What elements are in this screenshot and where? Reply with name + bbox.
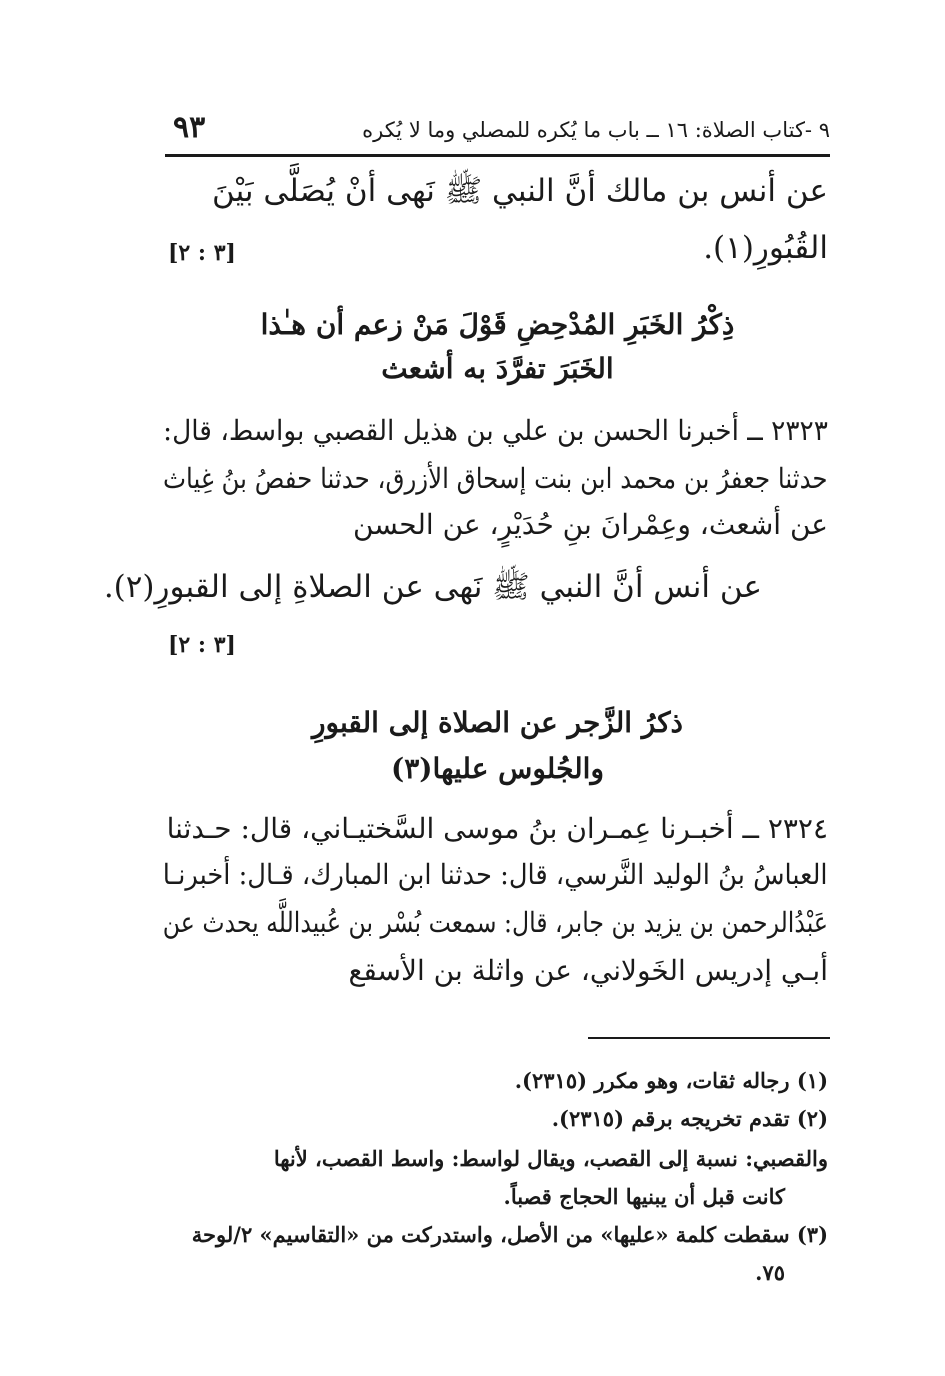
opening-line-1: عن أنس بن مالك أنَّ النبي ﷺ نَهى أنْ يُصَلَّى بَيْنَ bbox=[211, 173, 828, 209]
section-heading-1-line-1: ذِكْرُ الخَبَرِ المُدْحِضِ قَوْلَ مَنْ زعم أن هـٰذا bbox=[260, 308, 735, 341]
grading-ref-2: [٣ : ٢] bbox=[168, 632, 236, 658]
footnote-3-line-2: ٧٥. bbox=[755, 1260, 785, 1285]
hadith-2323-line-3: عن أشعث، وعِمْرانَ بنِ حُدَيْرٍ، عن الحسن bbox=[352, 508, 828, 541]
hadith-2324-line-3: عَبْدُالرحمن بن يزيد بن جابر، قال: سمعت بُسْر بن عُبيداللَّه يحدث عن bbox=[162, 906, 828, 939]
running-title: ٩ -كتاب الصلاة: ١٦ ــ باب ما يُكره للمصلي وما لا يُكره bbox=[362, 118, 830, 142]
footnote-2-note-line-2: كانت قبل أن يبنيها الحجاج قصباً. bbox=[503, 1184, 785, 1209]
footnote-1: (١) رجاله ثقات، وهو مكرر (٢٣١٥). bbox=[514, 1068, 828, 1093]
hadith-2323-line-2: حدثنا جعفرُ بن محمد ابن بنت إسحاق الأزرق، حدثنا حفصُ بنُ غِياث bbox=[163, 462, 828, 495]
footnote-3-line-1: (٣) سقطت كلمة «عليها» من الأصل، واستدركت من «التقاسيم» ٢/لوحة bbox=[191, 1222, 828, 1247]
grading-ref-1: [٣ : ٢] bbox=[168, 240, 236, 266]
opening-line-2: القُبُورِ(١). bbox=[703, 230, 828, 266]
footnote-separator bbox=[588, 1037, 830, 1039]
page-number: ٩٣ bbox=[173, 110, 206, 145]
section-heading-2-line-2: والجُلوس عليها(٣) bbox=[391, 752, 604, 785]
running-header bbox=[165, 108, 830, 148]
hadith-2324-line-1: ٢٣٢٤ ــ أخبـرنا عِمـران بنُ موسى السَّختيـاني، قال: حـدثنا bbox=[166, 812, 828, 845]
section-heading-1-line-2: الخَبَرَ تفرَّدَ به أشعث bbox=[381, 352, 614, 385]
hadith-2324-line-2: العباسُ بنُ الوليد النَّرسي، قال: حدثنا ابن المبارك، قـال: أخبرنـا bbox=[163, 858, 828, 891]
hadith-2323-line-1: ٢٣٢٣ ــ أخبرنا الحسن بن علي بن هذيل القصبي بواسط، قال: bbox=[163, 414, 828, 447]
hadith-2323-matn: عن أنس أنَّ النبي ﷺ نَهى عن الصلاةِ إلى القبورِ(٢). bbox=[103, 569, 762, 605]
hadith-2324-line-4: أبـي إدريس الخَولاني، عن واثلة بن الأسقع bbox=[348, 954, 828, 987]
section-heading-2-line-1: ذكرُ الزَّجر عن الصلاة إلى القبورِ bbox=[311, 706, 684, 739]
footnote-2-note-line-1: والقصبي: نسبة إلى القصب، ويقال لواسط: واسط القصب، لأنها bbox=[273, 1146, 828, 1171]
footnote-2: (٢) تقدم تخريجه برقم (٢٣١٥). bbox=[551, 1106, 828, 1131]
header-rule bbox=[165, 154, 830, 157]
